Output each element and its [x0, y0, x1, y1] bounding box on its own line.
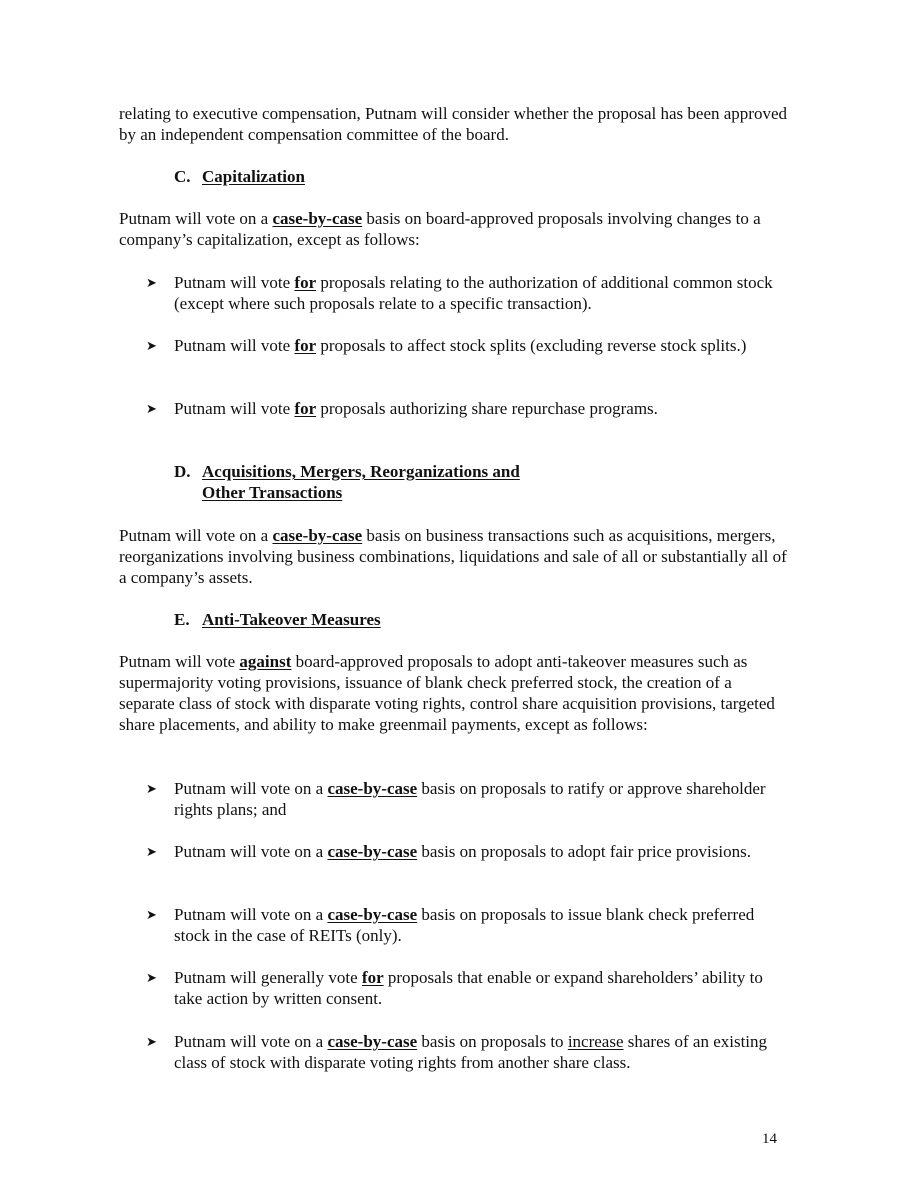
arrow-bullet-icon: ➤: [146, 275, 157, 290]
emphasis-term: case-by-case: [327, 1032, 418, 1051]
text-run: proposals to affect stock splits (excluding reverse stock splits.): [316, 336, 747, 355]
emphasis-term: case-by-case: [327, 905, 418, 924]
section-e-bullet-4: [146, 967, 786, 1009]
text-run: Putnam will vote on a: [119, 526, 273, 545]
text-run: basis on proposals to ratify or approve shareholder rights plans; and: [174, 779, 766, 819]
emphasis-term: case-by-case: [272, 209, 363, 228]
text-run: Putnam will vote on a: [174, 1032, 328, 1051]
bullet-text: [174, 904, 786, 946]
emphasis-term: case-by-case: [272, 526, 363, 545]
text-run: Putnam will vote on a: [119, 209, 273, 228]
arrow-bullet-icon: ➤: [146, 970, 157, 985]
text-run: Putnam will vote: [174, 336, 295, 355]
section-d-title-line2: Other Transactions: [202, 483, 343, 502]
section-d-paragraph: [119, 525, 789, 588]
text-run: shares of an existing class of stock with disparate voting rights from another share class.: [174, 1032, 768, 1072]
text-run: board-approved proposals to adopt anti-takeover measures such as supermajority voting provisions, issuance of blank check preferred stock, the creation of a separate class of stock with disparate voting rights, control share acquisition provisions, targeted share placements, and ability to make greenmail payments, except as follows:: [119, 652, 775, 734]
text-run: basis on proposals to issue blank check preferred stock in the case of REITs (only).: [174, 905, 755, 945]
text-run: Putnam will vote on a: [174, 842, 328, 861]
section-e-paragraph: [119, 651, 789, 735]
section-e-bullet-2: [146, 841, 786, 862]
section-c-bullet-1: [146, 272, 786, 314]
section-e-title: Anti-Takeover Measures: [202, 610, 381, 629]
section-e-bullet-3: [146, 904, 786, 946]
section-c-paragraph: [119, 208, 789, 250]
bullet-text: [174, 967, 786, 1009]
text-run: Putnam will vote on a: [174, 779, 328, 798]
bullet-text: [174, 778, 786, 820]
text-run: Putnam will vote on a: [174, 905, 328, 924]
emphasis-term: case-by-case: [327, 779, 418, 798]
section-d-title-line1: Acquisitions, Mergers, Reorganizations and: [202, 462, 520, 481]
emphasis-term: for: [294, 336, 317, 355]
text-run: basis on business transactions such as acquisitions, mergers, reorganizations involving business combinations, liquidations and sale of all or substantially all of a company’s assets.: [119, 526, 787, 587]
text-run: proposals that enable or expand shareholders’ ability to take action by written consent.: [174, 968, 763, 1008]
emphasis-term: for: [294, 399, 317, 418]
section-c-heading: [174, 166, 774, 187]
section-e-letter: E.: [174, 610, 190, 629]
bullet-text: [174, 272, 786, 314]
section-e-bullet-1: [146, 778, 786, 820]
emphasis-term: for: [294, 273, 317, 292]
text-run: Putnam will generally vote: [174, 968, 362, 987]
arrow-bullet-icon: ➤: [146, 844, 157, 859]
emphasis-term: case-by-case: [327, 842, 418, 861]
emphasis-term: against: [239, 652, 292, 671]
page-number: 14: [762, 1131, 777, 1147]
underlined-term: increase: [567, 1032, 624, 1051]
section-e-bullet-5: [146, 1031, 786, 1073]
text-run: Putnam will vote: [119, 652, 240, 671]
bullet-text: [174, 1031, 786, 1073]
text-run: basis on board-approved proposals involving changes to a company’s capitalization, except as follows:: [119, 209, 761, 249]
text-run: proposals relating to the authorization of additional common stock (except where such proposals relate to a specific transaction).: [174, 273, 773, 313]
arrow-bullet-icon: ➤: [146, 907, 157, 922]
arrow-bullet-icon: ➤: [146, 338, 157, 353]
bullet-text: [174, 841, 786, 862]
section-c-bullet-2: [146, 335, 786, 356]
section-d-heading: [174, 461, 774, 503]
text-run: proposals authorizing share repurchase programs.: [316, 399, 658, 418]
text-run: Putnam will vote: [174, 399, 295, 418]
section-e-heading: [174, 609, 774, 630]
text-run: basis on proposals to adopt fair price provisions.: [417, 842, 751, 861]
bullet-text: [174, 398, 786, 419]
arrow-bullet-icon: ➤: [146, 781, 157, 796]
intro-paragraph: relating to executive compensation, Putnam will consider whether the proposal has been approved by an independent compensation committee of the board.: [119, 104, 787, 144]
arrow-bullet-icon: ➤: [146, 401, 157, 416]
bullet-text: [174, 335, 786, 356]
text-run: Putnam will vote: [174, 273, 295, 292]
section-c-bullet-3: [146, 398, 786, 419]
arrow-bullet-icon: ➤: [146, 1034, 157, 1049]
text-run: basis on proposals to: [417, 1032, 568, 1051]
section-d-letter: D.: [174, 462, 191, 481]
section-c-title: Capitalization: [202, 167, 305, 186]
emphasis-term: for: [361, 968, 384, 987]
section-c-letter: C.: [174, 167, 191, 186]
